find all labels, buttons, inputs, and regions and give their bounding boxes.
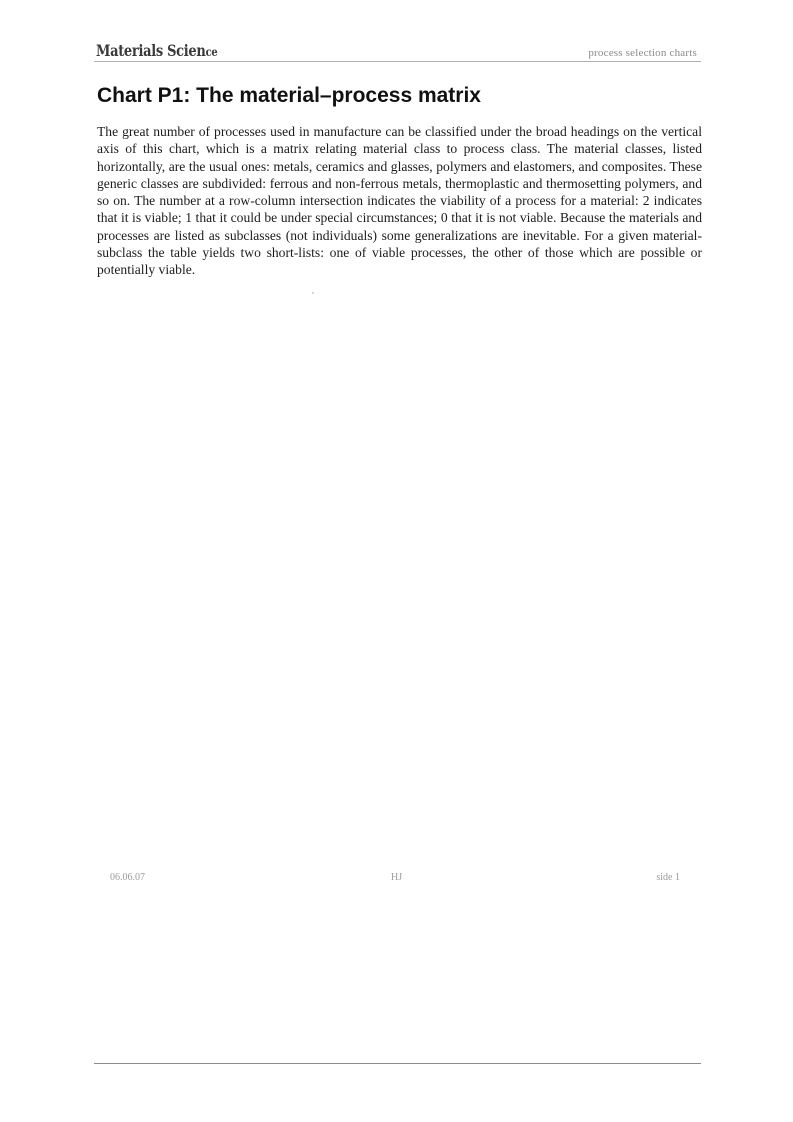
header-section-title: process selection charts xyxy=(588,47,697,59)
logo-text: Materials Scien xyxy=(96,42,206,61)
footer-page-number: side 1 xyxy=(656,872,680,883)
bottom-divider xyxy=(94,1063,701,1064)
footer-date: 06.06.07 xyxy=(110,872,145,883)
body-paragraph: The great number of processes used in manufacture can be classified under the broad headings on the vertical axis of this chart, which is a matrix relating material class to process class. The material classes, listed horizontally, are the usual ones: metals, ceramics and glasses, polymers and elastomers, and composites. These generic classes are subdivided: ferrous and non-ferrous metals, thermoplastic and thermosetting polymers, and so on. The number at a row-column intersection indicates the viability of a process for a material: 2 indicates that it is viable; 1 that it could be under special circumstances; 0 that it is not viable. Because the materials and processes are listed as subclasses (not individuals) some generalizations are inevitable. For a given material-subclass the table yields two short-lists: one of viable processes, the other of those which are possible or potentially viable. xyxy=(97,124,702,278)
scan-speck xyxy=(312,292,314,294)
logo-text-suffix: ce xyxy=(205,45,218,60)
footer-author: HJ xyxy=(391,872,403,883)
header-divider xyxy=(94,61,701,62)
page-title: Chart P1: The material–process matrix xyxy=(97,84,481,107)
materials-science-logo xyxy=(96,42,217,61)
